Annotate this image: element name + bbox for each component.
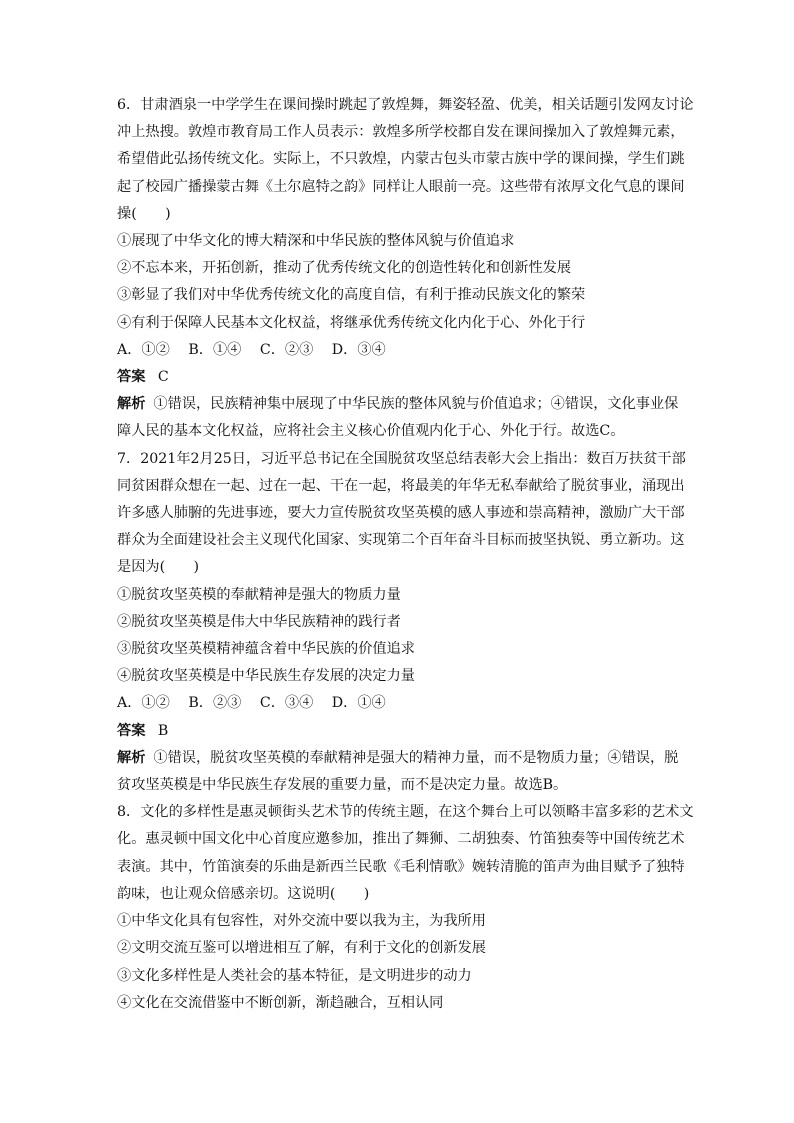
statement-item: ①脱贫攻坚英模的奉献精神是强大的物质力量 (117, 586, 401, 603)
question-7-options (117, 690, 682, 717)
analysis-text: ①错误，民族精神集中展现了中华民族的整体风貌与价值追求；④错误，文化事业保 (153, 396, 679, 413)
option-b: B．①④ (188, 341, 242, 358)
question-7-items (117, 582, 682, 691)
answer-label: 答案 (117, 722, 146, 739)
question-6-answer (117, 364, 682, 391)
stem-line: 同贫困群众想在一起、过在一起、干在一起，将最美的年华无私奉献给了脱贫事业，涌现出 (117, 477, 685, 494)
statement-item: ③脱贫攻坚英模精神蕴含着中华民族的价值追求 (117, 641, 415, 658)
analysis-line: 障人民的基本文化权益，应将社会主义核心价值观内化于心、外化于行。故选C。 (117, 423, 625, 440)
exam-page (117, 92, 694, 1017)
question-8-items (117, 908, 682, 1017)
question-6 (117, 92, 694, 446)
question-6-stem (117, 92, 694, 228)
analysis-label: 解析 (117, 396, 146, 413)
statement-item: ①展现了中华文化的博大精深和中华民族的整体风貌与价值追求 (117, 233, 515, 250)
question-7 (117, 446, 686, 800)
option-a: A．①② (117, 341, 170, 358)
stem-line: 是因为( ) (117, 559, 200, 576)
statement-item: ②不忘本来，开拓创新，推动了优秀传统文化的创造性转化和创新性发展 (117, 260, 572, 277)
question-8-stem (117, 799, 694, 908)
answer-value: B (157, 722, 169, 739)
stem-line: 希望借此弘扬传统文化。实际上，不只敦煌，内蒙古包头市蒙古族中学的课间操，学生们跳 (117, 151, 685, 168)
stem-line: 表演。其中，竹笛演奏的乐曲是新西兰民歌《毛利情歌》婉转清脆的笛声为曲目赋予了独特 (117, 858, 685, 875)
statement-item: ②文明交流互鉴可以增进相互了解，有利于文化的创新发展 (117, 940, 486, 957)
statement-item: ②脱贫攻坚英模是伟大中华民族精神的践行者 (117, 613, 401, 630)
stem-line: 韵味，也让观众倍感亲切。这说明( ) (117, 885, 370, 902)
statement-item: ④文化在交流借鉴中不断创新，渐趋融合，互相认同 (117, 994, 444, 1011)
stem-line: 冲上热搜。敦煌市教育局工作人员表示：敦煌多所学校都自发在课间操加入了敦煌舞元素， (117, 124, 685, 141)
stem-line: 操( ) (117, 205, 171, 222)
analysis-line: 贫攻坚英模是中华民族生存发展的重要力量，而不是决定力量。故选B。 (117, 777, 568, 794)
option-d: D．①④ (331, 695, 386, 712)
answer-value: C (157, 369, 169, 386)
stem-line: 化。惠灵顿中国文化中心首度应邀参加，推出了舞狮、二胡独奏、竹笛独奏等中国传统艺术 (117, 831, 685, 848)
stem-line: 群众为全面建设社会主义现代化国家、实现第二个百年奋斗目标而披坚执锐、勇立新功。这 (117, 532, 685, 549)
answer-label: 答案 (117, 369, 146, 386)
option-c: C．③④ (259, 695, 314, 712)
option-a: A．①② (117, 695, 170, 712)
question-6-analysis (117, 391, 682, 445)
analysis-line (117, 745, 682, 772)
option-c: C．②③ (259, 341, 314, 358)
statement-item: ④脱贫攻坚英模是中华民族生存发展的决定力量 (117, 668, 415, 685)
question-6-options (117, 337, 682, 364)
statement-item: ③彰显了我们对中华优秀传统文化的高度自信，有利于推动民族文化的繁荣 (117, 287, 586, 304)
stem-line: 7．2021年2月25日，习近平总书记在全国脱贫攻坚总结表彰大会上指出：数百万扶贫干部 (117, 450, 686, 467)
question-7-answer (117, 718, 682, 745)
question-7-stem (117, 446, 686, 582)
analysis-label: 解析 (117, 749, 146, 766)
statement-item: ③文化多样性是人类社会的基本特征，是文明进步的动力 (117, 967, 472, 984)
stem-line: 许多感人肺腑的先进事迹，要大力宣传脱贫攻坚英模的感人事迹和崇高精神，激励广大干部 (117, 505, 685, 522)
stem-line: 起了校园广播操蒙古舞《土尔扈特之韵》同样让人眼前一亮。这些带有浓厚文化气息的课间 (117, 178, 685, 195)
stem-line: 8．文化的多样性是惠灵顿街头艺术节的传统主题，在这个舞台上可以领略丰富多彩的艺术文 (117, 804, 694, 821)
option-d: D．③④ (331, 341, 386, 358)
analysis-text: ①错误，脱贫攻坚英模的奉献精神是强大的精神力量，而不是物质力量；④错误，脱 (153, 749, 679, 766)
statement-item: ①中华文化具有包容性，对外交流中要以我为主，为我所用 (117, 913, 486, 930)
statement-item: ④有利于保障人民基本文化权益，将继承优秀传统文化内化于心、外化于行 (117, 314, 586, 331)
question-6-items (117, 228, 682, 337)
analysis-line (117, 391, 682, 418)
option-b: B．②③ (188, 695, 242, 712)
question-8 (117, 799, 694, 1017)
question-7-analysis (117, 745, 682, 799)
stem-line: 6．甘肃酒泉一中学学生在课间操时跳起了敦煌舞，舞姿轻盈、优美，相关话题引发网友讨论 (117, 97, 694, 113)
